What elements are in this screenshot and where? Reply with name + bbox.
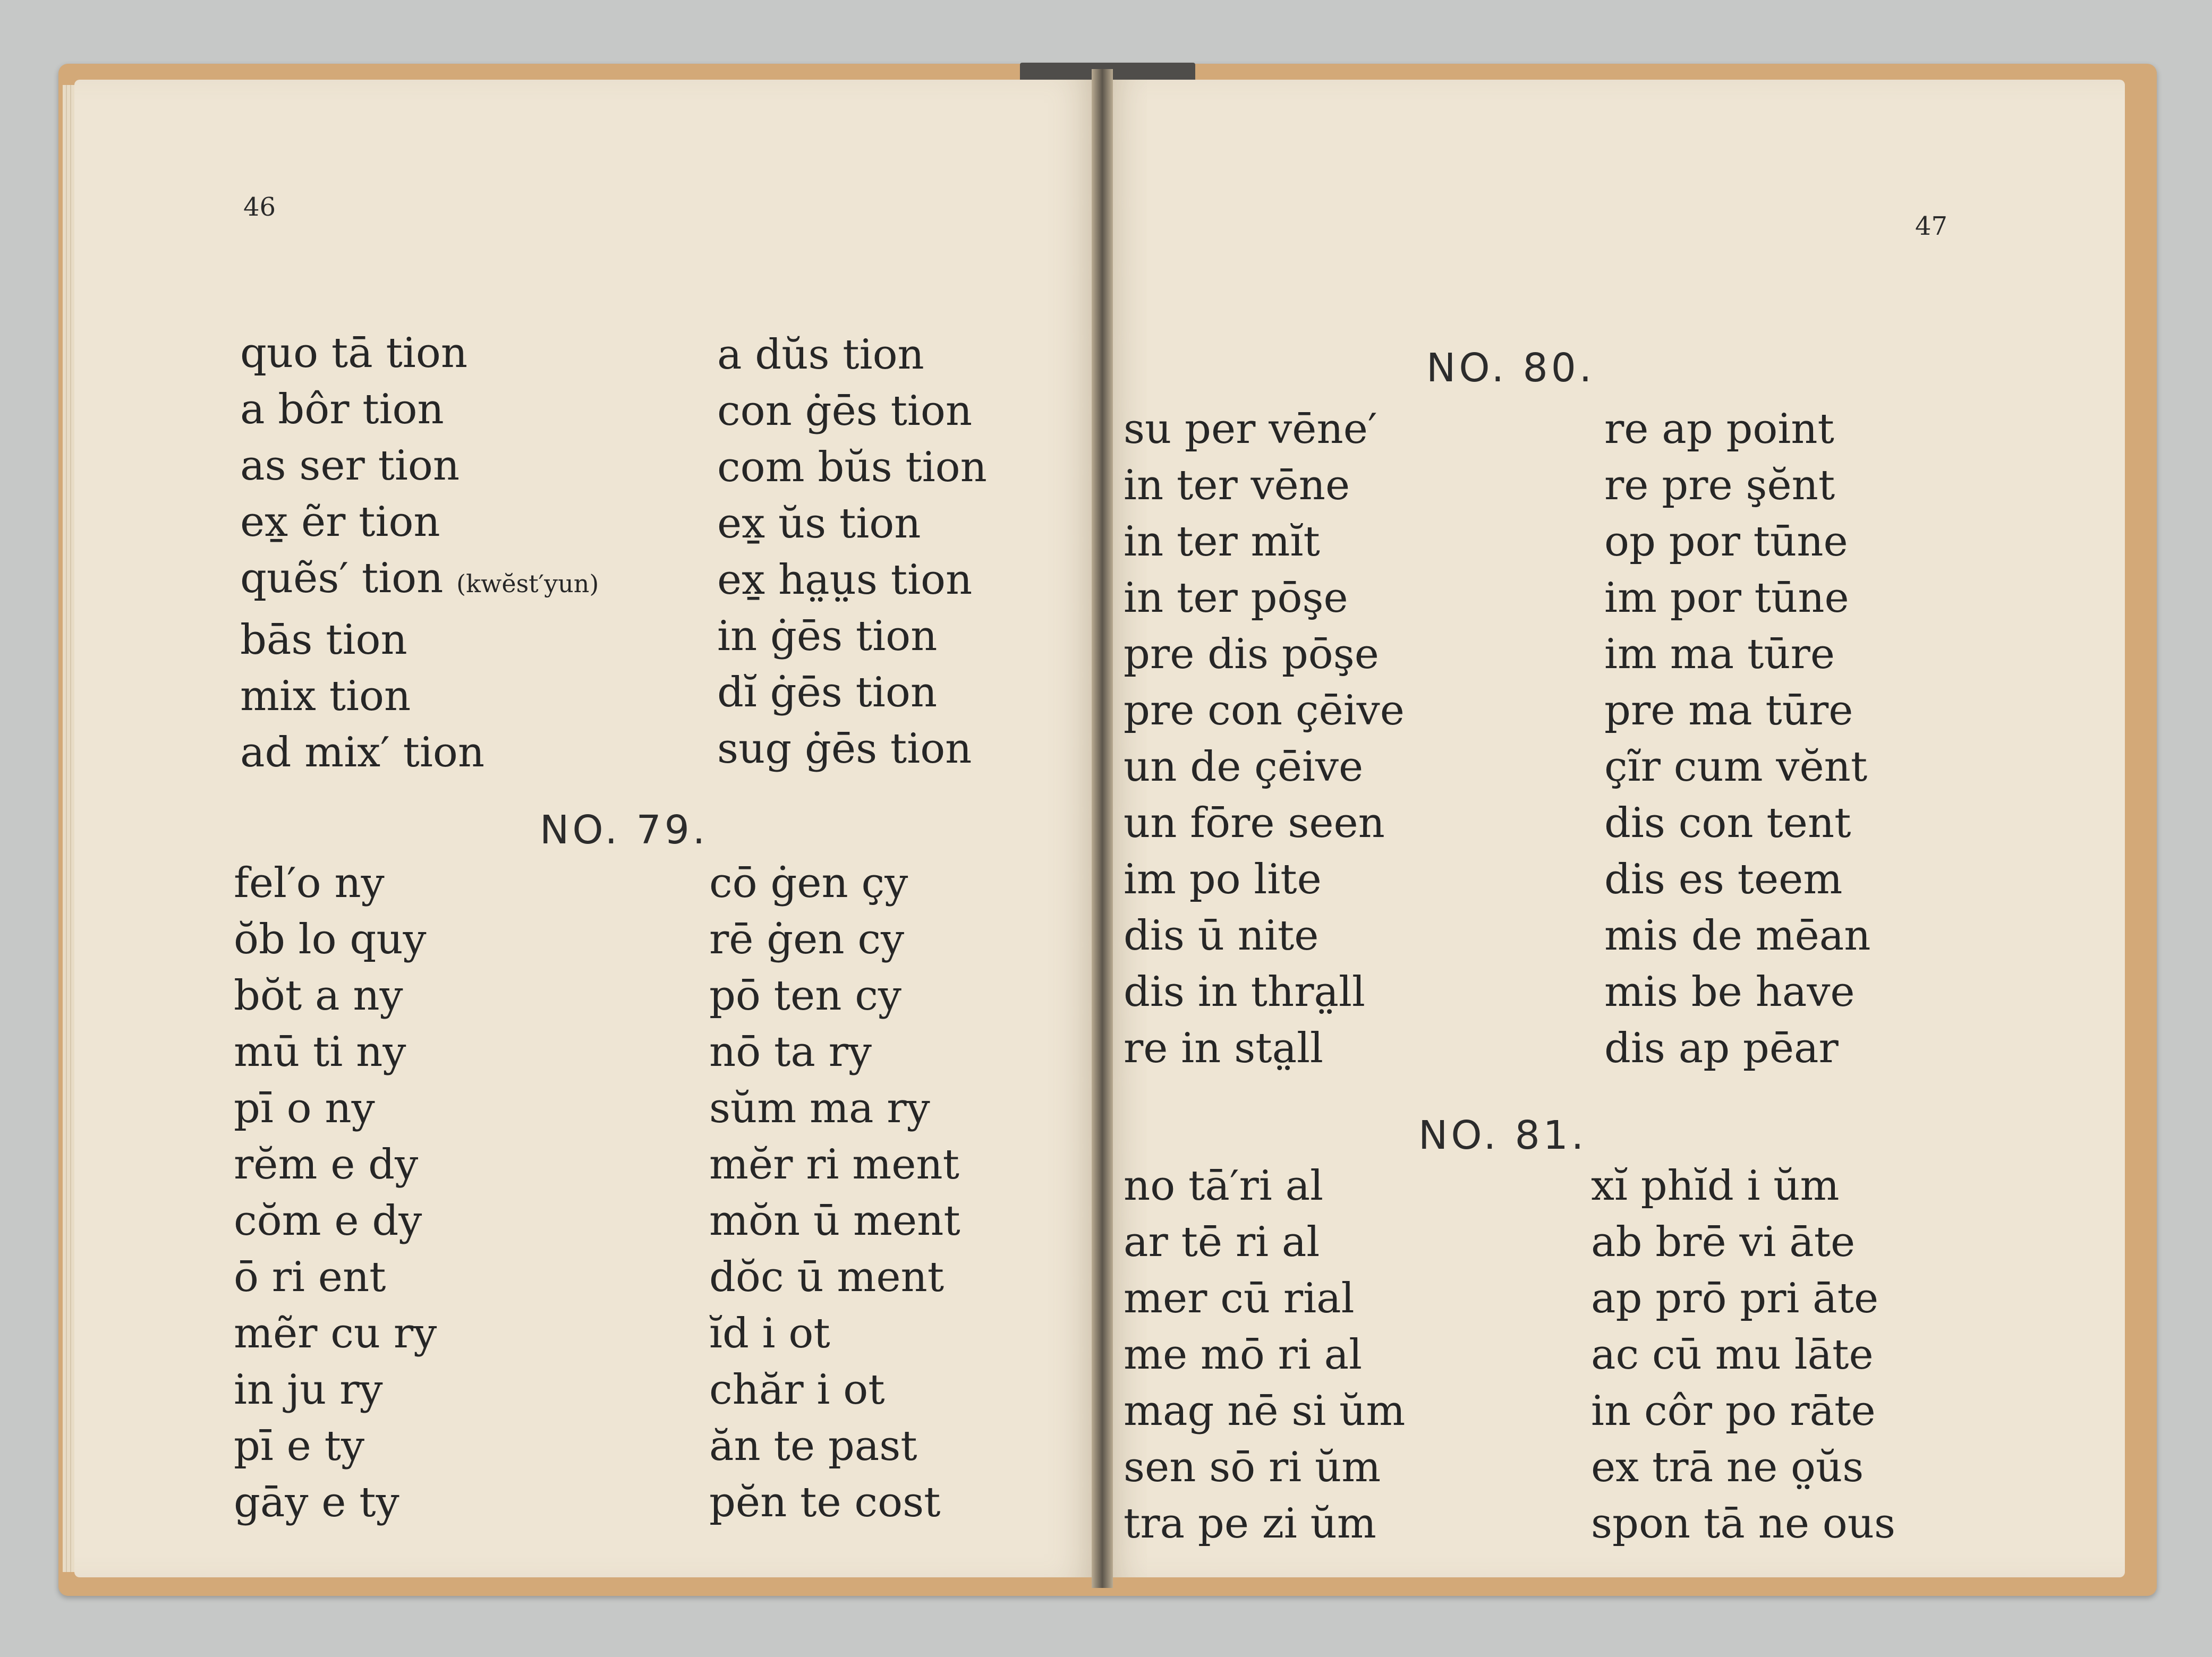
word-line: op por tūne <box>1604 518 1848 566</box>
word-line: com bŭs tion <box>717 443 987 491</box>
word-line: mĕr ri ment <box>709 1141 959 1189</box>
word-line: mag nē si ŭm <box>1124 1387 1406 1435</box>
word-line: dĭ ġēs tion <box>717 669 938 716</box>
word-line: im por tūne <box>1604 574 1849 622</box>
section-heading-81: NO. 81. <box>1418 1113 1587 1158</box>
left-word-column-1 <box>240 325 599 781</box>
word-line: no tā′ri al <box>1124 1162 1324 1210</box>
word-line: sŭm ma ry <box>709 1084 930 1132</box>
word-line: fel′o ny <box>234 859 385 907</box>
word-line: as ser tion <box>240 442 460 490</box>
word-line: ō ri ent <box>234 1253 386 1301</box>
word-line: ŏb lo quy <box>234 916 427 963</box>
word-line: im ma tūre <box>1604 630 1835 678</box>
word-line: dis ū nite <box>1124 912 1319 960</box>
right-word-column-1 <box>1124 401 1405 1077</box>
word-line: dis in thra̤ll <box>1124 968 1365 1016</box>
word-line: dŏc ū ment <box>709 1253 945 1301</box>
word-line: bŏt a ny <box>234 972 403 1020</box>
word-line: dis es teem <box>1604 856 1843 903</box>
word-line: un fōre seen <box>1124 799 1385 847</box>
word-line: gāy e ty <box>234 1479 399 1526</box>
word-line: ex̱ ẽr tion <box>240 498 440 546</box>
word-line: in ju ry <box>234 1366 383 1414</box>
word-line: cŏm e dy <box>234 1197 422 1245</box>
left-word-column-2 <box>717 327 987 777</box>
word-line: spon tā ne ous <box>1591 1500 1896 1548</box>
word-line: ĭd i ot <box>709 1310 830 1357</box>
left-page <box>74 80 1100 1577</box>
word-line: dis con tent <box>1604 799 1851 847</box>
word-line: ar tē ri al <box>1124 1218 1320 1266</box>
word-line: re in sta̤ll <box>1124 1024 1323 1072</box>
word-line-with-pronunciation <box>240 550 599 612</box>
word-line: dis ap pēar <box>1604 1024 1839 1072</box>
word-line: xĭ phĭd i ŭm <box>1591 1162 1840 1210</box>
word-line: re ap point <box>1604 405 1834 453</box>
word-line: ex̱ ha̤ṳs tion <box>717 556 973 604</box>
section-heading-79: NO. 79. <box>540 807 709 853</box>
word-line: me mō ri al <box>1124 1331 1363 1379</box>
word-line: ab brē vi āte <box>1591 1218 1856 1266</box>
word-line: rē ġen cy <box>709 916 905 963</box>
word-line: mer cū rial <box>1124 1275 1355 1322</box>
word-line: sen sō ri ŭm <box>1124 1444 1381 1491</box>
word-line: con ġēs tion <box>717 387 973 435</box>
word-line: mū ti ny <box>234 1028 406 1076</box>
word-line: çĩr cum vĕnt <box>1604 743 1868 791</box>
page-number-right: 47 <box>1915 211 1948 241</box>
page-number-left: 46 <box>243 192 276 222</box>
word-line: ex trā ne o̤ŭs <box>1591 1444 1864 1491</box>
word-line: mis be have <box>1604 968 1855 1016</box>
word-line: ac cū mu lāte <box>1591 1331 1874 1379</box>
right-word-column-2 <box>1604 401 1870 1077</box>
pronunciation-note: (kwĕst′yun) <box>456 569 599 598</box>
word-line: mis de mēan <box>1604 912 1871 960</box>
word-line: quo tā tion <box>240 329 468 377</box>
word-line: im po lite <box>1124 856 1322 903</box>
word-text: quẽs′ tion <box>240 554 444 602</box>
word-line: pō ten cy <box>709 972 901 1020</box>
word-line: pre ma tūre <box>1604 687 1853 734</box>
word-line: ap prō pri āte <box>1591 1275 1879 1322</box>
book-gutter <box>1092 69 1113 1588</box>
right-word-column-3 <box>1124 1158 1405 1552</box>
word-line: in ter vēne <box>1124 462 1350 509</box>
word-line: chăr i ot <box>709 1366 885 1414</box>
word-line: ăn te past <box>709 1422 917 1470</box>
word-line: nō ta ry <box>709 1028 872 1076</box>
right-page <box>1102 80 2125 1577</box>
word-line: mẽr cu ry <box>234 1310 437 1357</box>
left-word-column-3 <box>234 855 437 1531</box>
word-line: pre dis pōşe <box>1124 630 1379 678</box>
section-heading-80: NO. 80. <box>1426 345 1595 391</box>
word-line: rĕm e dy <box>234 1141 419 1189</box>
word-line: in ter mĭt <box>1124 518 1320 566</box>
word-line: a bôr tion <box>240 386 444 433</box>
word-line: sug ġēs tion <box>717 725 972 773</box>
word-line: ex̱ ŭs tion <box>717 500 921 548</box>
word-line: mŏn ū ment <box>709 1197 960 1245</box>
word-line: pre con çēive <box>1124 687 1405 734</box>
word-line: un de çēive <box>1124 743 1364 791</box>
word-line: cō ġen çy <box>709 859 908 907</box>
word-line: bās tion <box>240 616 407 664</box>
word-line: mix tion <box>240 672 411 720</box>
word-line: tra pe zi ŭm <box>1124 1500 1376 1548</box>
word-line: pī e ty <box>234 1422 365 1470</box>
word-line: pī o ny <box>234 1084 375 1132</box>
word-line: pĕn te cost <box>709 1479 941 1526</box>
left-word-column-4 <box>709 855 960 1531</box>
word-line: re pre şĕnt <box>1604 462 1835 509</box>
word-line: su per vēne′ <box>1124 405 1377 453</box>
right-word-column-4 <box>1591 1158 1895 1552</box>
word-line: in côr po rāte <box>1591 1387 1876 1435</box>
word-line: ad mix′ tion <box>240 729 485 776</box>
word-line: a dŭs tion <box>717 331 924 379</box>
word-line: in ġēs tion <box>717 612 938 660</box>
word-line: in ter pōşe <box>1124 574 1348 622</box>
